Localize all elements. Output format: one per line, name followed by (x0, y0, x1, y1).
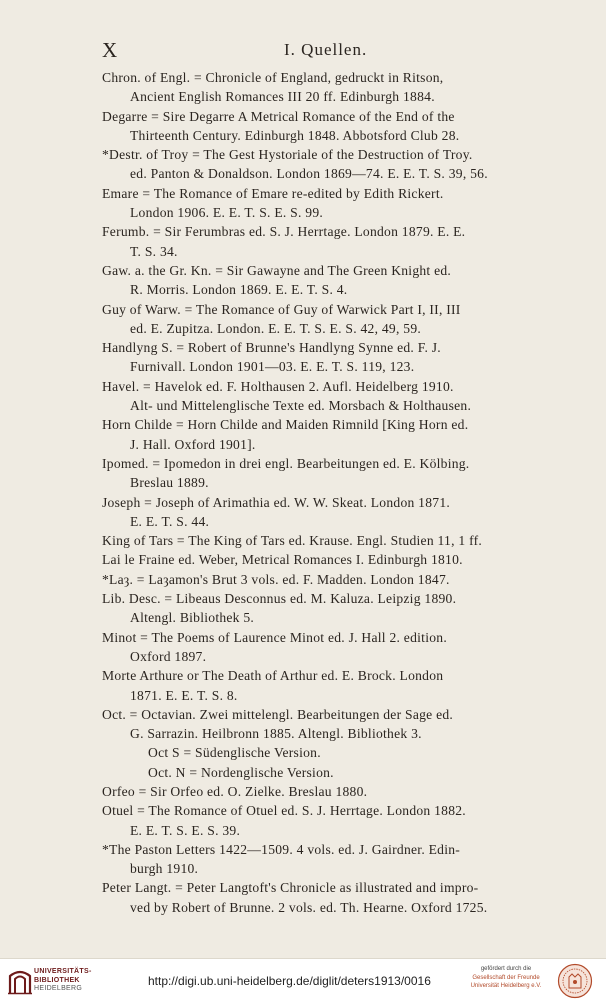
bibliography-list (102, 68, 546, 917)
entry-line: *Destr. of Troy = The Gest Hystoriale of the Destruction of Troy. (102, 147, 473, 163)
entry-line: burgh 1910. (130, 861, 199, 877)
bibliography-entry (102, 261, 546, 300)
bibliography-entry (102, 68, 546, 107)
entry-line: Morte Arthure or The Death of Arthur ed. E. Brock. London (102, 668, 444, 684)
entry-line: *Laȝ. = Laȝamon's Brut 3 vols. ed. F. Madden. London 1847. (102, 571, 450, 587)
library-name-line-2: BIBLIOTHEK (34, 976, 80, 984)
entry-line: Oct S = Südenglische Version. (148, 745, 321, 761)
bibliography-entry (102, 493, 546, 532)
bibliography-entry (102, 782, 546, 801)
entry-line: Breslau 1889. (130, 475, 209, 491)
entry-line: Horn Childe = Horn Childe and Maiden Rimnild [King Horn ed. (102, 417, 469, 433)
permalink-url[interactable]: http://digi.ub.uni-heidelberg.de/diglit/deters1913/0016 (148, 974, 431, 988)
bibliography-entry (102, 628, 546, 667)
entry-line: E. E. T. S. E. S. 39. (130, 822, 241, 838)
university-library-logo-icon (8, 967, 32, 995)
bibliography-entry (102, 145, 546, 184)
bibliography-entry (102, 415, 546, 454)
bibliography-entry (102, 184, 546, 223)
entry-line: Otuel = The Romance of Otuel ed. S. J. Herrtage. London 1882. (102, 803, 466, 819)
footer-bar (0, 958, 606, 1003)
entry-line: Ancient English Romances III 20 ff. Edinburgh 1884. (130, 89, 435, 105)
bibliography-entry (102, 531, 546, 550)
sub-entry (102, 763, 546, 782)
library-name-line-3: HEIDELBERG (34, 985, 83, 992)
bibliography-entry (102, 666, 546, 705)
heidelberg-seal-icon (557, 963, 593, 999)
entry-line: Ipomed. = Ipomedon in drei engl. Bearbeitungen ed. E. Kölbing. (102, 455, 470, 471)
entry-line: Lib. Desc. = Libeaus Desconnus ed. M. Kaluza. Leipzig 1890. (102, 591, 457, 607)
sub-entry (102, 743, 546, 762)
page-number: X (102, 38, 119, 62)
entry-line: J. Hall. Oxford 1901]. (130, 436, 256, 452)
entry-line: Oct. N = Nordenglische Version. (148, 764, 334, 780)
bibliography-entry (102, 300, 546, 339)
bibliography-entry (102, 878, 546, 917)
entry-line: G. Sarrazin. Heilbronn 1885. Altengl. Bibliothek 3. (130, 726, 422, 742)
page-header (102, 38, 542, 64)
entry-line: Thirteenth Century. Edinburgh 1848. Abbotsford Club 28. (130, 127, 460, 143)
entry-line: *The Paston Letters 1422—1509. 4 vols. ed. J. Gairdner. Edin- (102, 841, 461, 857)
bibliography-entry (102, 705, 546, 744)
library-name (34, 968, 92, 994)
entry-line: Handlyng S. = Robert of Brunne's Handlyng Synne ed. F. J. (102, 340, 441, 356)
entry-line: Oct. = Octavian. Zwei mittelengl. Bearbeitungen der Sage ed. (102, 706, 454, 722)
bibliography-entry (102, 589, 546, 628)
entry-line: Emare = The Romance of Emare re-edited by Edith Rickert. (102, 185, 444, 201)
entry-line: Furnivall. London 1901—03. E. E. T. S. 119, 123. (130, 359, 415, 375)
bibliography-entry (102, 840, 546, 879)
bibliography-entry (102, 338, 546, 377)
running-title: I. Quellen. (284, 40, 368, 59)
entry-line: Alt- und Mittelenglische Texte ed. Morsbach & Holthausen. (130, 398, 472, 414)
entry-line: Havel. = Havelok ed. F. Holthausen 2. Aufl. Heidelberg 1910. (102, 378, 454, 394)
sponsor-org-line-2: Universität Heidelberg e.V. (470, 983, 542, 989)
bibliography-entry (102, 801, 546, 840)
entry-line: Degarre = Sire Degarre A Metrical Romance of the End of the (102, 108, 455, 124)
bibliography-entry (102, 222, 546, 261)
entry-line: Oxford 1897. (130, 648, 207, 664)
bibliography-entry (102, 107, 546, 146)
entry-line: Minot = The Poems of Laurence Minot ed. J. Hall 2. edition. (102, 629, 447, 645)
sponsor-note (460, 965, 552, 991)
entry-line: Peter Langt. = Peter Langtoft's Chronicle as illustrated and impro- (102, 880, 479, 896)
entry-line: Chron. of Engl. = Chronicle of England, gedruckt in Ritson, (102, 70, 444, 85)
entry-line: E. E. T. S. 44. (130, 513, 210, 529)
bibliography-entry (102, 454, 546, 493)
entry-line: Gaw. a. the Gr. Kn. = Sir Gawayne and The Green Knight ed. (102, 262, 452, 278)
entry-line: Joseph = Joseph of Arimathia ed. W. W. Skeat. London 1871. (102, 494, 451, 510)
bibliography-entry (102, 570, 546, 589)
entry-line: ed. Panton & Donaldson. London 1869—74. E. E. T. S. 39, 56. (130, 166, 488, 182)
entry-line: Guy of Warw. = The Romance of Guy of Warwick Part I, II, III (102, 301, 461, 317)
sponsor-by-text: gefördert durch die (480, 966, 532, 972)
bibliography-entry (102, 377, 546, 416)
entry-line: Ferumb. = Sir Ferumbras ed. S. J. Herrtage. London 1879. E. E. (102, 224, 466, 240)
entry-line: King of Tars = The King of Tars ed. Krause. Engl. Studien 11, 1 ff. (102, 533, 483, 549)
sponsor-org-line-1: Gesellschaft der Freunde (472, 974, 540, 981)
entry-line: T. S. 34. (130, 243, 178, 259)
entry-line: London 1906. E. E. T. S. E. S. 99. (130, 205, 324, 221)
entry-line: Lai le Fraine ed. Weber, Metrical Romances I. Edinburgh 1810. (102, 552, 463, 568)
entry-line: ed. E. Zupitza. London. E. E. T. S. E. S. 42, 49, 59. (130, 320, 422, 336)
bibliography-entry (102, 550, 546, 569)
entry-line: ved by Robert of Brunne. 2 vols. ed. Th. Hearne. Oxford 1725. (130, 899, 488, 915)
entry-line: Altengl. Bibliothek 5. (130, 610, 255, 626)
library-name-line-1: UNIVERSITÄTS- (34, 968, 92, 975)
entry-line: R. Morris. London 1869. E. E. T. S. 4. (130, 282, 348, 298)
entry-line: 1871. E. E. T. S. 8. (130, 687, 238, 703)
entry-line: Orfeo = Sir Orfeo ed. O. Zielke. Breslau 1880. (102, 783, 368, 799)
